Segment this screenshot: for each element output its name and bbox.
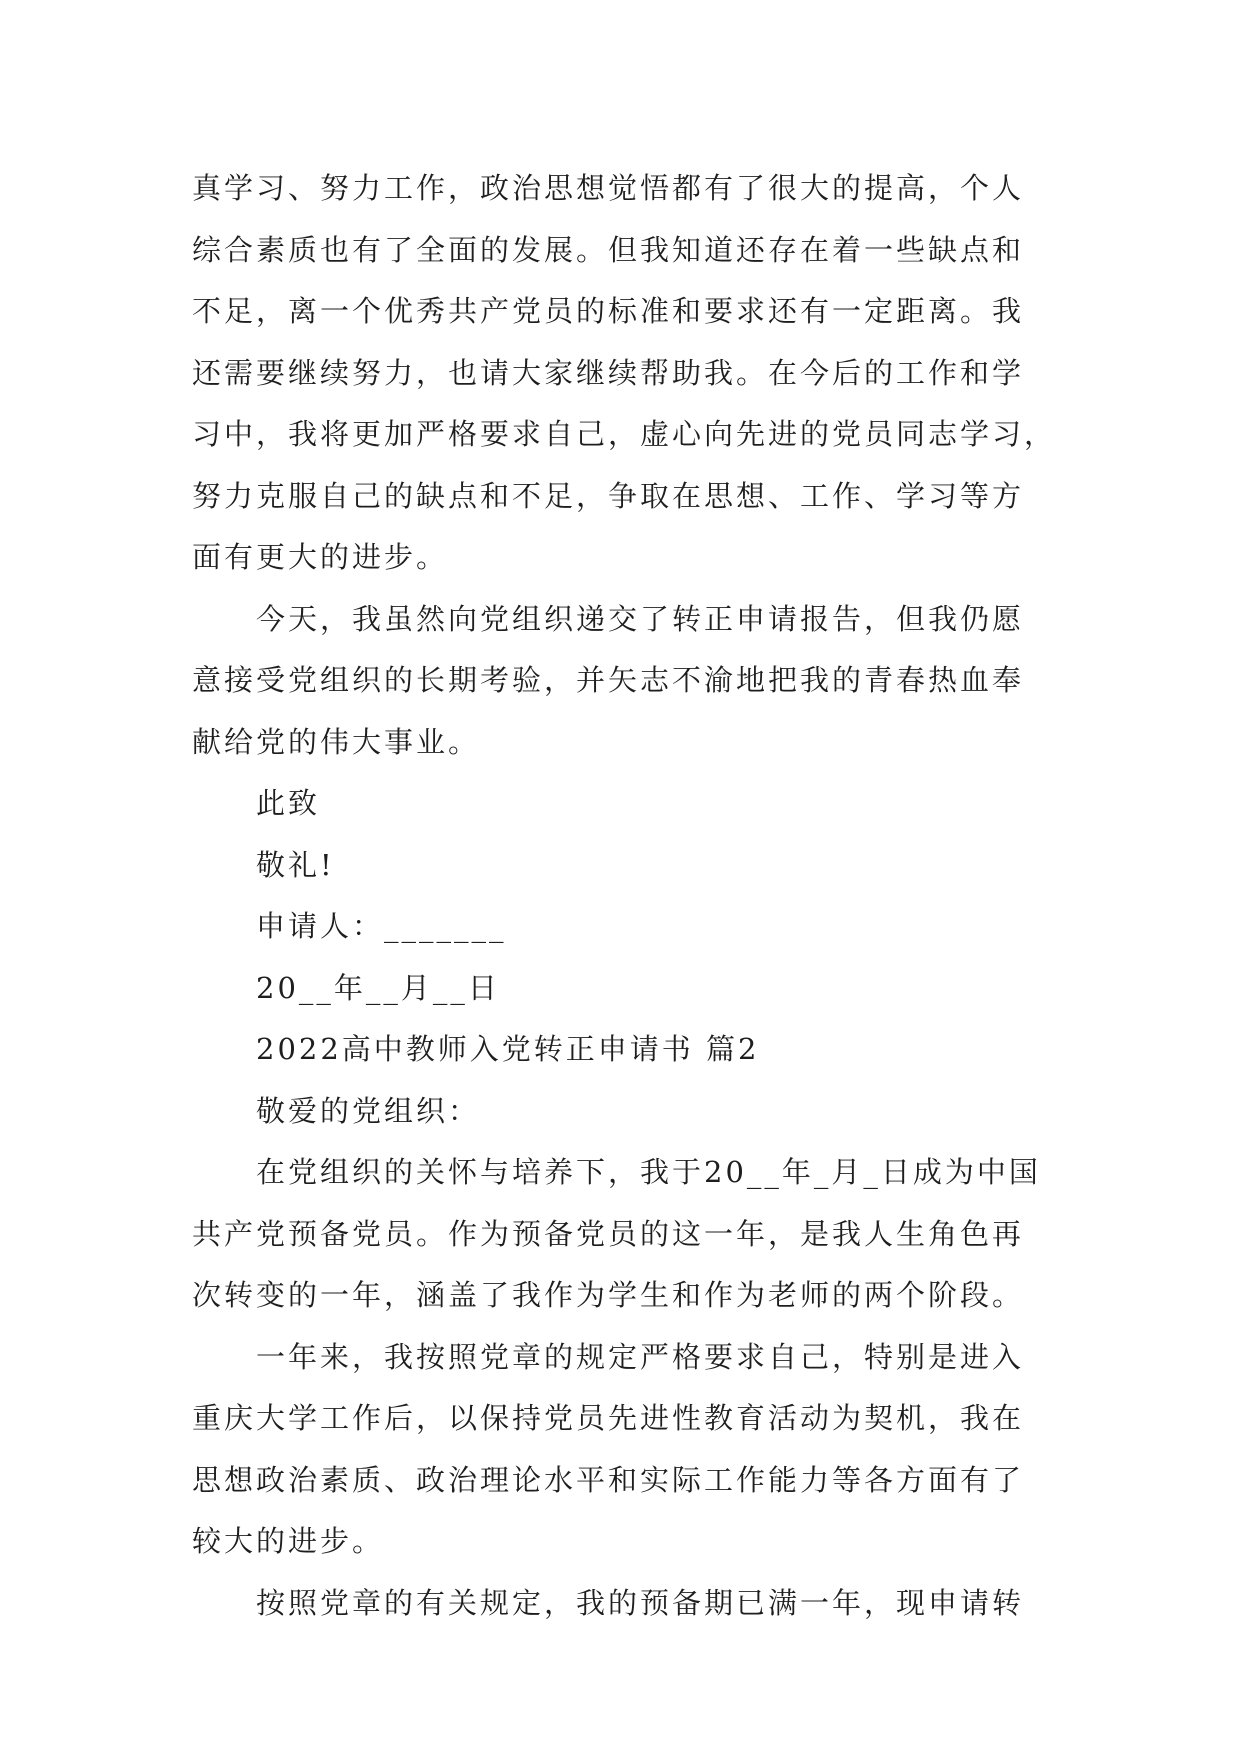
text-line: 不足，离一个优秀共产党员的标准和要求还有一定距离。我 — [192, 294, 1025, 328]
text-line: 习中，我将更加严格要求自己，虚心向先进的党员同志学习， — [192, 417, 1057, 451]
text-line: 申请人：_______ — [256, 909, 507, 943]
text-line: 次转变的一年，涵盖了我作为学生和作为老师的两个阶段。 — [192, 1278, 1025, 1312]
text-line: 意接受党组织的长期考验，并矢志不渝地把我的青春热血奉 — [192, 663, 1025, 697]
text-line: 努力克服自己的缺点和不足，争取在思想、工作、学习等方 — [192, 478, 1025, 513]
text-line: 按照党章的有关规定，我的预备期已满一年，现申请转 — [256, 1585, 1025, 1620]
text-line: 一年来，我按照党章的规定严格要求自己，特别是进入 — [256, 1339, 1025, 1374]
text-line: 20__年__月__日 — [256, 970, 500, 1005]
text-line: 重庆大学工作后，以保持党员先进性教育活动为契机，我在 — [192, 1401, 1025, 1435]
text-line: 献给党的伟大事业。 — [192, 724, 481, 759]
text-line: 在党组织的关怀与培养下，我于20__年_月_日成为中国 — [256, 1155, 1041, 1189]
text-line: 面有更大的进步。 — [192, 540, 449, 574]
text-line: 敬爱的党组织： — [256, 1093, 481, 1128]
text-line: 今天，我虽然向党组织递交了转正申请报告，但我仍愿 — [256, 601, 1025, 636]
text-line: 思想政治素质、政治理论水平和实际工作能力等各方面有了 — [192, 1462, 1025, 1497]
text-line: 还需要继续努力，也请大家继续帮助我。在今后的工作和学 — [192, 355, 1025, 390]
text-line: 敬礼! — [256, 847, 335, 882]
document-body — [192, 158, 1057, 1634]
text-line: 2022高中教师入党转正申请书 篇2 — [256, 1032, 760, 1066]
text-line: 共产党预备党员。作为预备党员的这一年，是我人生角色再 — [192, 1216, 1025, 1251]
text-line: 此致 — [256, 786, 321, 820]
text-line: 综合素质也有了全面的发展。但我知道还存在着一些缺点和 — [192, 232, 1025, 267]
text-line: 真学习、努力工作，政治思想觉悟都有了很大的提高，个人 — [192, 171, 1025, 205]
text-line: 较大的进步。 — [192, 1524, 385, 1558]
